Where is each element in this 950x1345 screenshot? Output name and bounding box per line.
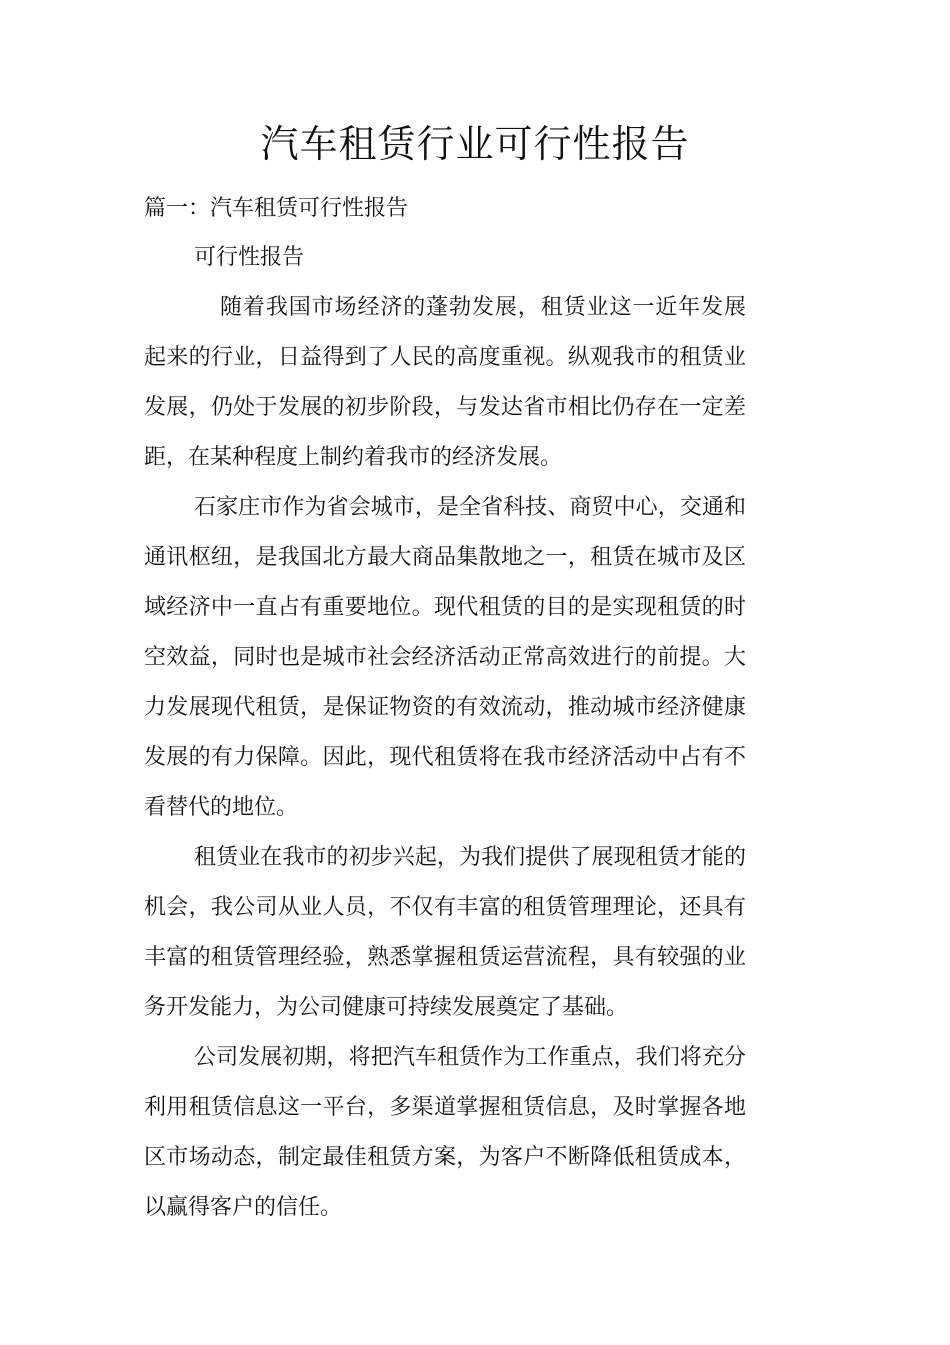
paragraph: 租赁业在我市的初步兴起，为我们提供了展现租赁才能的机会，我公司从业人员，不仅有丰富的租赁管理理论，还具有丰富的租赁管理经验，熟悉掌握租赁运营流程，具有较强的业务开发能力，为公司健康可持续发展奠定了基础。 xyxy=(144,845,746,1020)
sub-heading: 可行性报告 xyxy=(194,245,305,270)
section-heading: 篇一：汽车租赁可行性报告 xyxy=(144,196,409,221)
paragraph: 随着我国市场经济的蓬勃发展，租赁业这一近年发展起来的行业，日益得到了人民的高度重视。纵观我市的租赁业发展，仍处于发展的初步阶段，与发达省市相比仍存在一定差距，在某种程度上制约着我市的经济发展。 xyxy=(144,295,746,470)
document-title: 汽车租赁行业可行性报告 xyxy=(260,122,690,166)
paragraph: 石家庄市作为省会城市，是全省科技、商贸中心，交通和通讯枢纽，是我国北方最大商品集散地之一，租赁在城市及区域经济中一直占有重要地位。现代租赁的目的是实现租赁的时空效益，同时也是城市社会经济活动正常高效进行的前提。大力发展现代租赁，是保证物资的有效流动，推动城市经济健康发展的有力保障。因此，现代租赁将在我市经济活动中占有不看替代的地位。 xyxy=(144,495,746,820)
document-body xyxy=(144,283,746,1233)
paragraph: 公司发展初期，将把汽车租赁作为工作重点，我们将充分利用租赁信息这一平台，多渠道掌握租赁信息，及时掌握各地区市场动态，制定最佳租赁方案，为客户不断降低租赁成本，以赢得客户的信任。 xyxy=(144,1045,746,1220)
